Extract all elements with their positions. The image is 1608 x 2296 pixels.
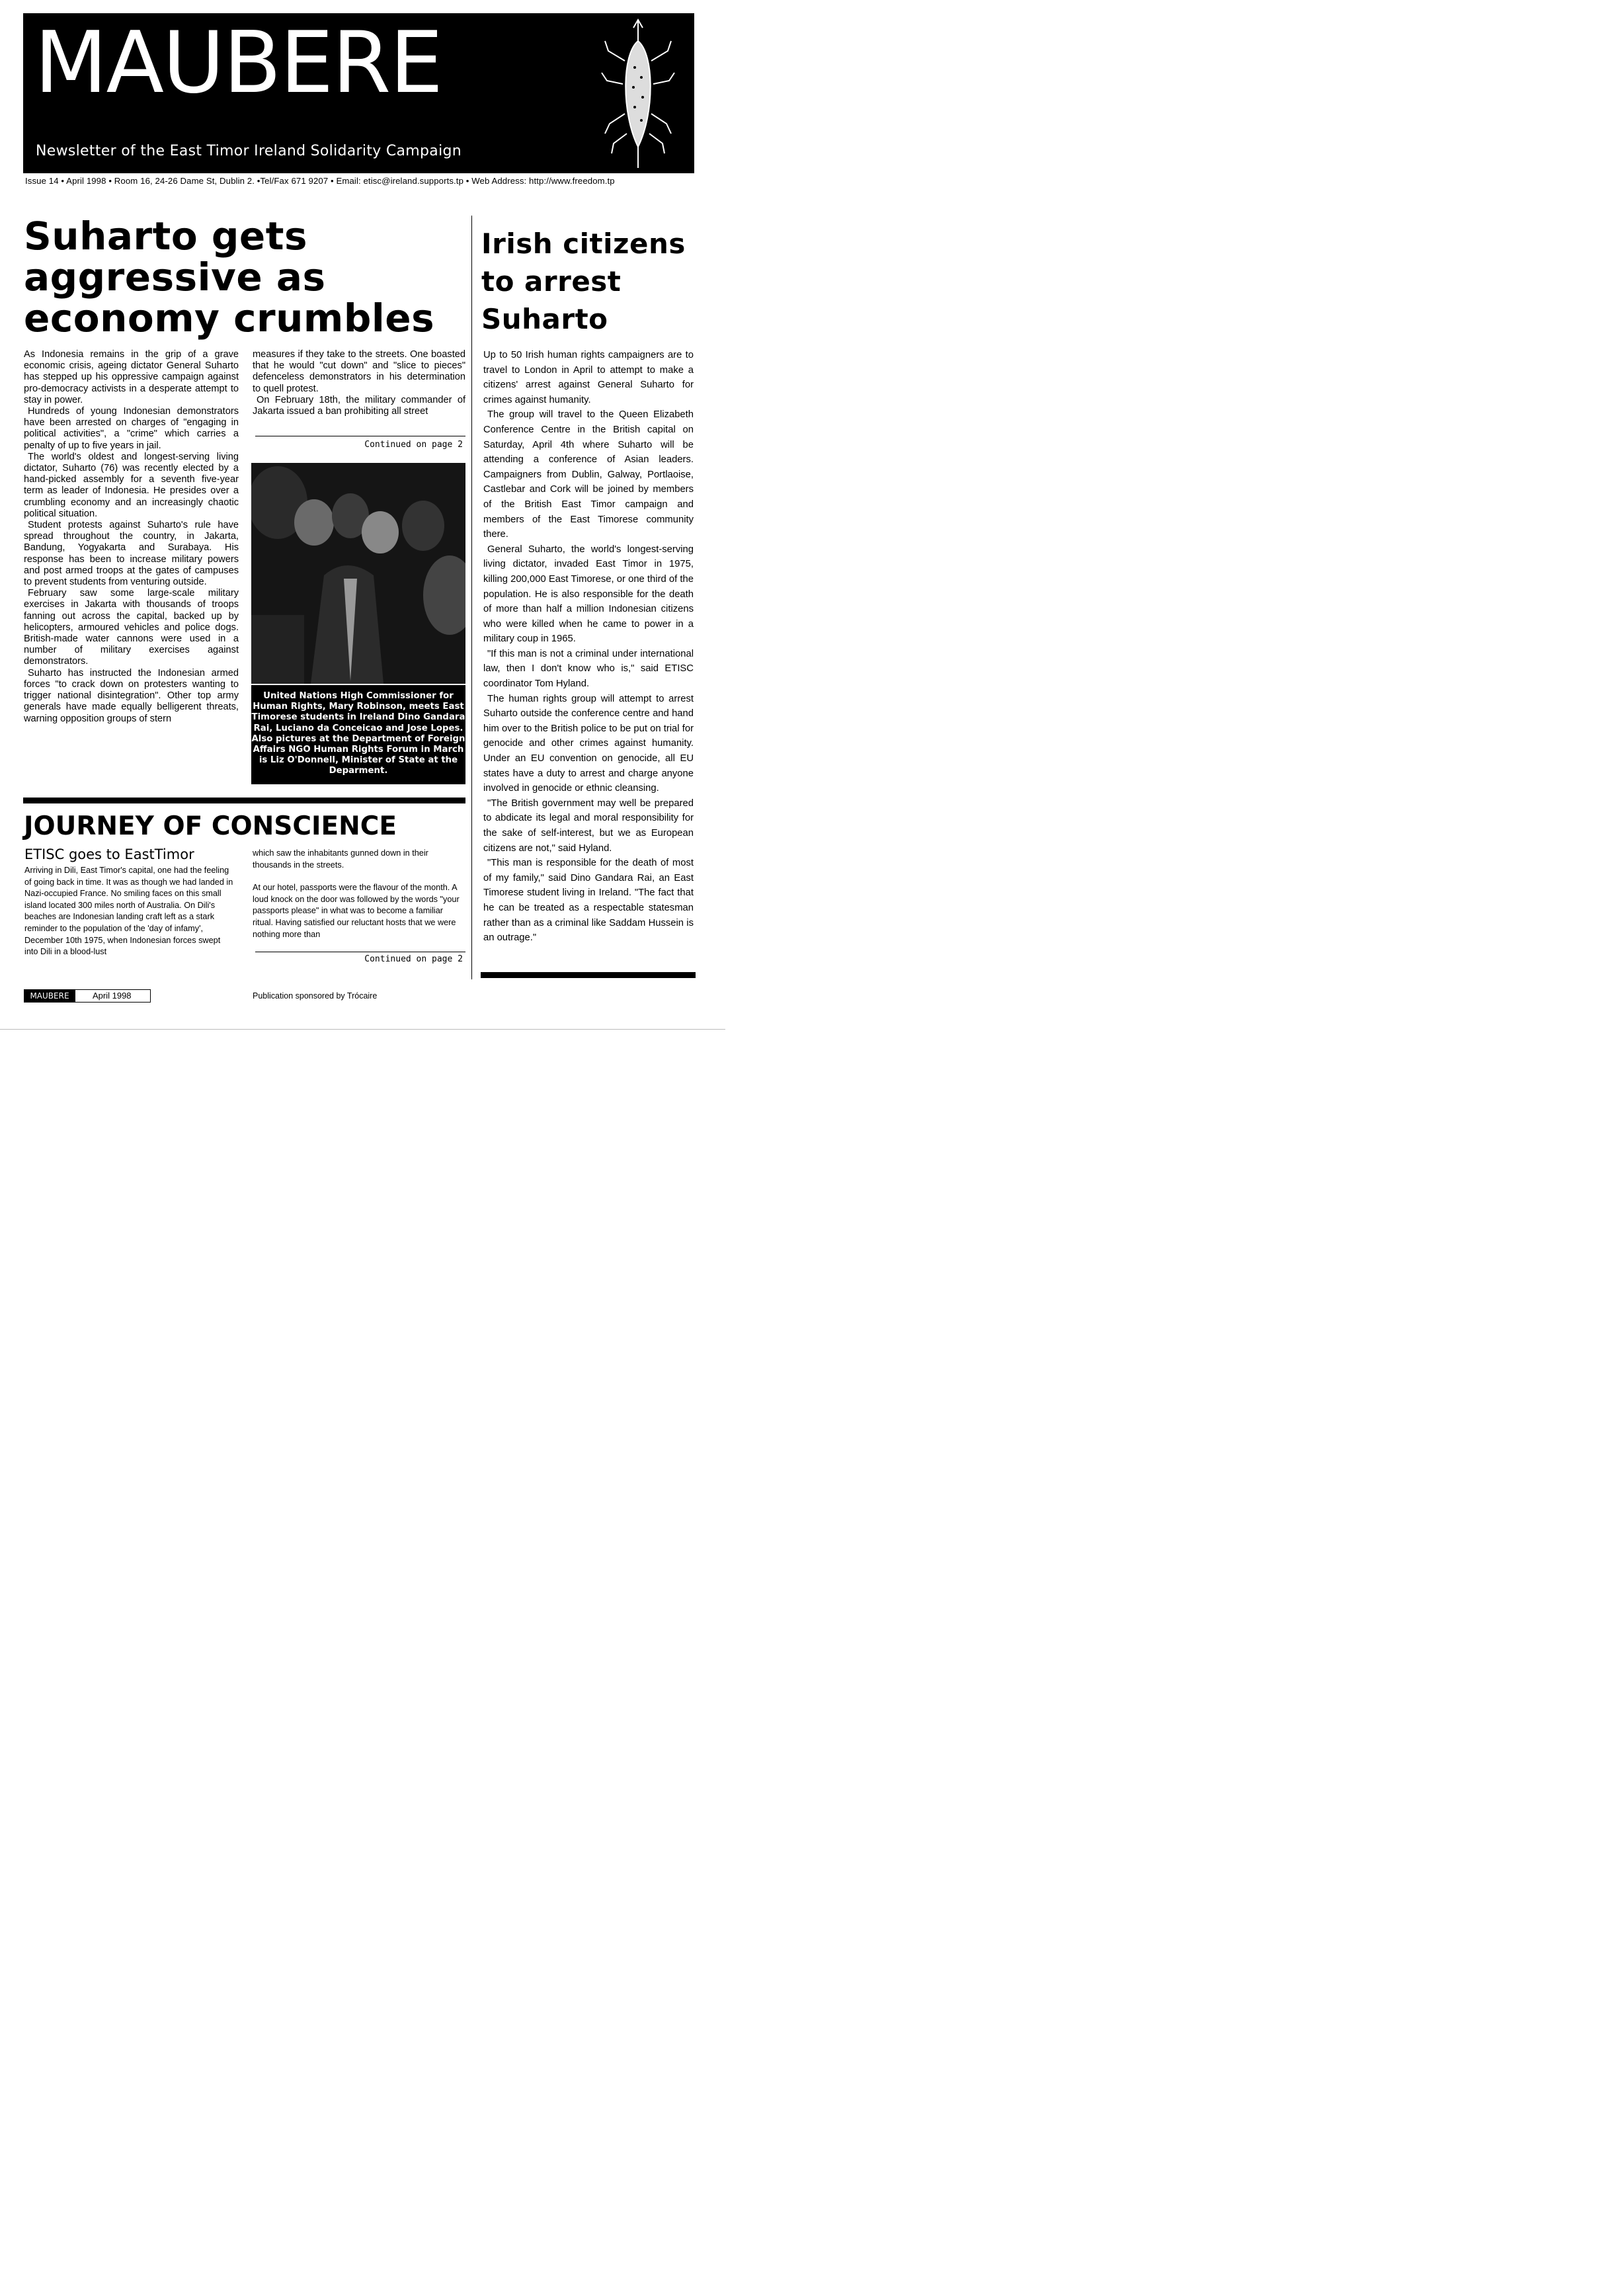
paragraph: Suharto has instructed the Indonesian armed forces "to crack down on protesters wanting to trigger national disintegration". Other top army generals have made equally belligerent threats, warning opposition groups of stern [24, 667, 239, 724]
paragraph: which saw the inhabitants gunned down in their thousands in the streets. [253, 848, 428, 870]
continued-link[interactable]: Continued on page 2 [364, 440, 463, 450]
masthead-title: MAUBERE [34, 14, 442, 112]
paragraph: Hundreds of young Indonesian demonstrators have been arrested on charges of "engaging in political activities", a "crime" which carries a penalty of up to five years in jail. [24, 406, 239, 451]
main-headline-line: economy crumbles [24, 296, 435, 341]
issue-info-line: Issue 14 • April 1998 • Room 16, 24-26 Dame St, Dublin 2. •Tel/Fax 671 9207 • Email: etisc@ireland.supports.tp • Web Address: http://www.freedom.tp [25, 176, 615, 186]
paragraph: As Indonesia remains in the grip of a grave economic crisis, ageing dictator General Suharto has stepped up his oppressive campaign against pro-democracy activists in a desperate attempt to stay in power. [24, 349, 239, 405]
column-divider [471, 216, 472, 979]
paragraph: At our hotel, passports were the flavour of the month. A loud knock on the door was followed by the words "your passports please" in what was to become a familiar ritual. Having satisfied our reluctant hosts that we were nothing more than [253, 883, 460, 939]
journey-column-1 [24, 865, 236, 958]
side-headline-line: Suharto [481, 303, 608, 335]
footer-date: April 1998 [93, 991, 132, 1001]
side-headline-line: Irish citizens [481, 227, 686, 260]
paragraph: The group will travel to the Queen Elizabeth Conference Centre in the British capital on Saturday, April 4th where Suharto will be attending a conference of Asian leaders. Campaigners from Dublin, Galway, Portlaoise, Castlebar and Cork will be joined by members of the British East Timor campaign and members of the East Timorese community there. [483, 409, 694, 540]
paragraph: February saw some large-scale military exercises in Jakarta with thousands of troops fanning out across the capital, backed up by helicopters, armoured vehicles and police dogs. British-made water cannons were used in a number of military exercises against demonstrators. [24, 588, 239, 667]
side-headline-line: to arrest [481, 265, 622, 298]
footer-masthead: MAUBERE [24, 989, 75, 1003]
paragraph: On February 18th, the military commander of Jakarta issued a ban prohibiting all street [253, 394, 465, 417]
paragraph: The world's oldest and longest-serving living dictator, Suharto (76) was recently elected by a hand-picked assembly for a seventh five-year term as leader of Indonesia. He presides over a crumbling economy and an increasingly chaotic political situation. [24, 451, 239, 519]
tais-lizard-emblem-icon [595, 15, 681, 173]
paragraph: "If this man is not a criminal under international law, then I don't know who is," said ETISC coordinator Tom Hyland. [483, 648, 694, 690]
journey-column-2 [253, 848, 465, 940]
paragraph: The human rights group will attempt to arrest Suharto outside the conference centre and hand him over to the British police to be put on trial for genocide and other crimes against humanity. Under an EU convention on genocide, all EU states have a duty to arrest and charge anyone involved in genocide or ethnic cleansing. [483, 693, 694, 794]
side-headline [481, 225, 700, 338]
page-edge-rule [0, 1029, 725, 1030]
paragraph: General Suharto, the world's longest-serving living dictator, invaded East Timor in 1975, killing 200,000 East Timorese, or one third of the population. He is also responsible for the death of more than half a million Indonesian citizens who were killed when he came to power in a military coup in 1965. [483, 544, 694, 645]
section-bar [23, 798, 465, 803]
footer-sponsor: Publication sponsored by Trócaire [253, 991, 378, 1001]
main-headline-line: aggressive as [24, 255, 326, 300]
main-story-column-1 [24, 349, 239, 725]
news-photo [251, 463, 465, 684]
paragraph: "This man is responsible for the death of most of my family," said Dino Gandara Rai, an East Timorese student living in Ireland. "The fact that he can be treated as a respectable statesman rather than as a criminal like Saddam Hussein is an outrage." [483, 858, 694, 944]
paragraph: "The British government may well be prepared to abdicate its legal and moral responsibility for the sake of self-interest, but we as European citizens are not," said Hyland. [483, 798, 694, 854]
masthead-subtitle: Newsletter of the East Timor Ireland Solidarity Campaign [36, 143, 462, 159]
journey-headline: JOURNEY OF CONSCIENCE [24, 811, 397, 841]
continued-link[interactable]: Continued on page 2 [364, 954, 463, 964]
main-headline-line: Suharto gets [24, 214, 307, 259]
side-story-column [483, 348, 694, 946]
paragraph: Arriving in Dili, East Timor's capital, one had the feeling of going back in time. It was as though we had landed in Nazi-occupied France. No smiling faces on this small island located 300 miles north of Australia. On Dili's beaches are Indonesian landing craft left as a stark reminder to the population of the 'day of infamy', December 10th 1975, when Indonesian forces swept into Dili in a blood-lust [24, 866, 233, 957]
paragraph: Up to 50 Irish human rights campaigners are to travel to London in April to attempt to make a citizens' arrest against General Suharto for crimes against humanity. [483, 350, 694, 405]
photo-caption: United Nations High Commissioner for Human Rights, Mary Robinson, meets East Timorese students in Ireland Dino Gandara Rai, Luciano da Conceicao and Jose Lopes. Also pictures at the Department of Foreign Affairs NGO Human Rights Forum in March is Liz O'Donnell, Minister of State at the Deparment. [251, 685, 465, 784]
section-bar [481, 972, 696, 978]
main-story-column-2 [253, 349, 465, 417]
journey-subhead: ETISC goes to EastTimor [24, 846, 194, 862]
paragraph: Student protests against Suharto's rule have spread throughout the country, in Jakarta, Bandung, Yogyakarta and Surabaya. His response has been to increase military powers and post armed troops at the gates of campuses to prevent students from venturing outside. [24, 520, 239, 588]
paragraph: measures if they take to the streets. One boasted that he would "cut down" and "slice to pieces" defenceless demonstrators in his determination to quell protest. [253, 349, 465, 394]
main-headline [24, 216, 467, 339]
